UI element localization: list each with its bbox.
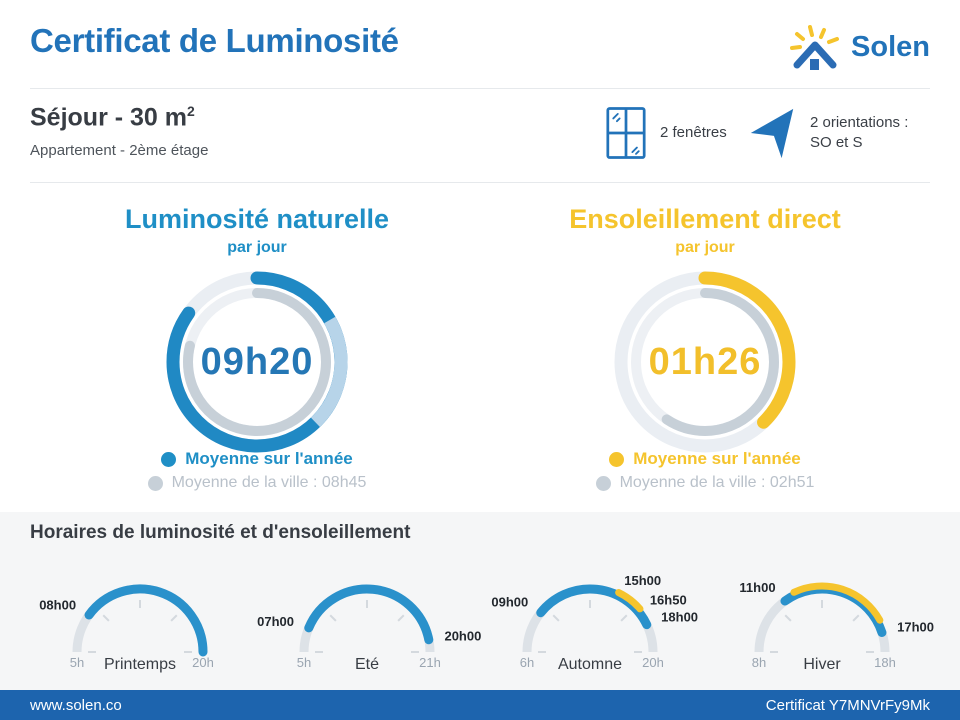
schedule-title: Horaires de luminosité et d'ensoleillement bbox=[30, 522, 411, 543]
natural-light-value: 09h20 bbox=[200, 340, 314, 383]
legend-year-label: Moyenne sur l'année bbox=[633, 449, 801, 468]
room-subtitle: Appartement - 2ème étage bbox=[30, 142, 209, 159]
gauge-label: 8h bbox=[751, 655, 767, 670]
direct-sun-title: Ensoleillement direct bbox=[569, 204, 841, 234]
legend-city-row bbox=[57, 474, 457, 492]
page-title: Certificat de Luminosité bbox=[30, 22, 399, 59]
year-dot-icon bbox=[161, 452, 176, 467]
schedule-section bbox=[0, 512, 960, 690]
gauge-label: 16h50 bbox=[649, 592, 687, 608]
legend-year-label: Moyenne sur l'année bbox=[185, 449, 353, 468]
legend-year-row bbox=[57, 449, 457, 469]
season-gauge-automne bbox=[475, 565, 705, 687]
room-name: Séjour - 30 m bbox=[30, 103, 187, 132]
direct-sun-arc bbox=[794, 586, 880, 620]
direct-sun-value: 01h26 bbox=[648, 340, 762, 383]
gauge-label: 17h00 bbox=[897, 619, 935, 635]
tick-mark bbox=[621, 615, 627, 621]
tick-mark bbox=[330, 615, 336, 621]
tick-mark bbox=[853, 615, 859, 621]
gauge-label: 6h bbox=[519, 655, 535, 670]
legend-year-row bbox=[505, 449, 905, 469]
orientations-info bbox=[748, 106, 908, 160]
legend-city-row bbox=[505, 474, 905, 492]
gauge-label: Printemps bbox=[103, 656, 177, 673]
room-area-exponent: 2 bbox=[187, 103, 195, 119]
gauge-label: 21h bbox=[419, 655, 441, 670]
footer-website-link[interactable]: www.solen.co bbox=[30, 696, 122, 714]
legend-city-label: Moyenne de la ville : 02h51 bbox=[619, 474, 815, 491]
header-divider bbox=[30, 88, 930, 89]
direct-sun-subtitle: par jour bbox=[675, 239, 735, 256]
season-gauge-hiver bbox=[707, 565, 937, 687]
tick-mark bbox=[171, 615, 177, 621]
orientations-line1: 2 orientations : bbox=[810, 114, 909, 131]
direct-sun-legend bbox=[505, 449, 905, 492]
gauge-label: 08h00 bbox=[39, 597, 77, 613]
gauge-label: 09h00 bbox=[491, 594, 529, 610]
solen-logo bbox=[789, 24, 930, 70]
gauge-label: 5h bbox=[296, 655, 312, 670]
natural-light-legend bbox=[57, 449, 457, 492]
section-divider bbox=[30, 182, 930, 183]
orientation-arrow-icon bbox=[748, 106, 796, 160]
gauge-label: Eté bbox=[354, 656, 380, 673]
footer-bar bbox=[0, 690, 960, 720]
daylight-arc bbox=[785, 589, 882, 633]
sun-house-icon bbox=[789, 24, 841, 70]
gauge-label: 5h bbox=[69, 655, 85, 670]
footer-certificate-id: Certificat Y7MNVrFy9Mk bbox=[765, 696, 930, 714]
gauge-label: 11h00 bbox=[739, 580, 776, 596]
tick-mark bbox=[103, 615, 109, 621]
tick-mark bbox=[553, 615, 559, 621]
orientations-line2: SO et S bbox=[810, 134, 863, 151]
windows-count-label: 2 fenêtres bbox=[660, 124, 727, 141]
room-title bbox=[30, 103, 195, 132]
gauge-label: 20h bbox=[192, 655, 214, 670]
natural-light-subtitle: par jour bbox=[227, 239, 287, 256]
tick-mark bbox=[398, 615, 404, 621]
city-dot-icon bbox=[596, 476, 611, 491]
legend-city-label: Moyenne de la ville : 08h45 bbox=[171, 474, 367, 491]
daylight-arc bbox=[309, 589, 429, 640]
season-gauge-printemps bbox=[25, 565, 255, 687]
orientations-label bbox=[810, 113, 908, 153]
gauge-label: 15h00 bbox=[624, 572, 662, 588]
season-gauge-ete bbox=[252, 565, 482, 687]
hours-track bbox=[304, 589, 430, 652]
daylight-arc bbox=[89, 589, 203, 652]
gauge-label: Automne bbox=[557, 656, 623, 673]
gauge-label: 20h00 bbox=[444, 628, 482, 644]
gauge-label: 20h bbox=[642, 655, 664, 670]
gauge-label: 07h00 bbox=[257, 613, 295, 629]
windows-info bbox=[606, 106, 727, 160]
window-icon bbox=[606, 106, 646, 160]
hours-track bbox=[77, 589, 203, 652]
gauge-label: 18h00 bbox=[661, 609, 699, 625]
natural-light-title: Luminosité naturelle bbox=[124, 204, 390, 234]
gauge-label: Hiver bbox=[803, 656, 841, 673]
tick-mark bbox=[785, 615, 791, 621]
city-dot-icon bbox=[148, 476, 163, 491]
year-dot-icon bbox=[609, 452, 624, 467]
logo-wordmark: Solen bbox=[851, 30, 930, 63]
gauge-label: 18h bbox=[874, 655, 896, 670]
